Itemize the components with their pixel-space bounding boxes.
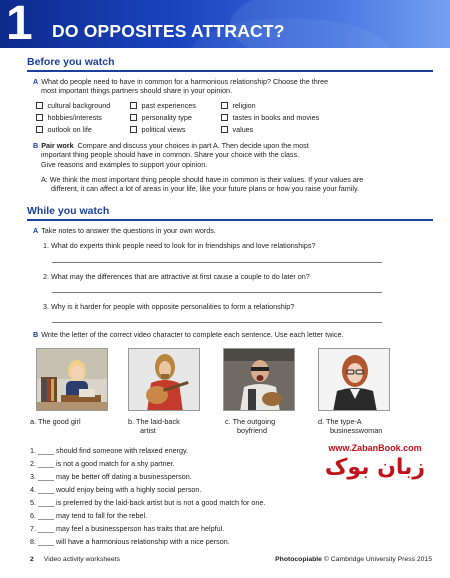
unit-header [0, 0, 450, 48]
option-checkbox[interactable]: hobbies/interests [36, 113, 102, 122]
exercise-before-b [33, 141, 428, 194]
instruction-text: What do people need to have in common for a harmonious relationship? Choose the three [41, 77, 329, 86]
watermark-url: www.ZabanBook.com [328, 443, 422, 453]
character-caption-a: a. The good girl [30, 417, 81, 426]
question-1: 1. What do experts think people need to look for in friendships and love relationships? [43, 241, 316, 250]
question-3: 3. Why is it harder for people with opposite personalities to form a relationship? [43, 302, 295, 311]
instruction-text: important thing people should have in common. Share your choice with the class. [41, 150, 300, 160]
unit-title: DO OPPOSITES ATTRACT? [52, 21, 285, 41]
exercise-letter: B [33, 141, 39, 150]
sentence-2: 2. ____ is not a good match for a shy partner. [30, 459, 175, 468]
instruction-text: Take notes to answer the questions in your own words. [41, 226, 216, 235]
answer-line[interactable] [52, 322, 382, 323]
section-rule [27, 219, 433, 221]
checkbox[interactable] [36, 126, 43, 133]
question-2: 2. What may the differences that are attractive at first cause a couple to do later on? [43, 272, 310, 281]
sentence-3: 3. ____ may be better off dating a businessperson. [30, 472, 192, 481]
photo-outgoing-boyfriend [223, 348, 295, 411]
option-checkbox[interactable]: cultural background [36, 101, 110, 110]
section-heading-before: Before you watch [27, 56, 115, 68]
character-caption-b: b. The laid-back artist [128, 417, 180, 436]
checkbox[interactable] [221, 126, 228, 133]
instruction-text: most important things partners should share in your opinion. [41, 86, 232, 96]
photo-laid-back-artist [128, 348, 200, 411]
option-checkbox[interactable]: religion [221, 101, 256, 110]
option-checkbox[interactable]: political views [130, 125, 185, 134]
instruction-text: Give reasons and examples to support your opinion. [41, 159, 208, 169]
exercise-letter: B [33, 330, 39, 339]
checkbox[interactable] [36, 114, 43, 121]
exercise-letter: A [33, 226, 39, 235]
checkbox[interactable] [221, 114, 228, 121]
character-caption-d: d. The type-A businesswoman [318, 417, 383, 436]
photo-good-girl [36, 348, 108, 411]
page-number: 2 [30, 556, 34, 563]
option-checkbox[interactable]: values [221, 125, 253, 134]
option-checkbox[interactable]: personality type [130, 113, 192, 122]
sentence-4: 4. ____ would enjoy being with a highly social person. [30, 485, 202, 494]
checkbox[interactable] [130, 114, 137, 121]
answer-line[interactable] [52, 262, 382, 263]
photo-type-a-businesswoman [318, 348, 390, 411]
section-rule [27, 70, 433, 72]
footer-left [30, 556, 120, 565]
sentence-8: 8. ____ will have a harmonious relationship with a nice person. [30, 537, 230, 546]
sentence-7: 7. ____ may feel a businessperson has traits that are helpful. [30, 524, 225, 533]
section-heading-while: While you watch [27, 205, 110, 217]
watermark-logo: زبان بوک [324, 454, 426, 480]
pair-work-label: Pair work [41, 141, 74, 150]
copyright-text: © Cambridge University Press 2015 [323, 556, 432, 563]
example-answer: A: We think the most important thing people should have in common is their values. If your values are [41, 175, 364, 185]
checkbox[interactable] [36, 102, 43, 109]
answer-line[interactable] [52, 292, 382, 293]
exercise-letter: A [33, 77, 39, 86]
exercise-while-a [33, 226, 428, 235]
exercise-while-b [33, 330, 428, 339]
unit-number: 1 [6, 0, 33, 48]
checkbox[interactable] [130, 126, 137, 133]
option-checkbox[interactable]: past experiences [130, 101, 196, 110]
option-checkbox[interactable]: tastes in books and movies [221, 113, 319, 122]
character-caption-c: c. The outgoing boyfriend [225, 417, 276, 436]
sentence-6: 6. ____ may tend to fall for the rebel. [30, 511, 148, 520]
footer-copyright [275, 556, 432, 565]
checkbox[interactable] [130, 102, 137, 109]
photocopiable-label: Photocopiable [275, 556, 322, 563]
checkbox[interactable] [221, 102, 228, 109]
sentence-5: 5. ____ is preferred by the laid-back artist but is not a good match for one. [30, 498, 266, 507]
footer-label: Video activity worksheets [43, 556, 120, 563]
instruction-text: Compare and discuss your choices in part A. Then decide upon the most [77, 141, 309, 150]
zabanbook-watermark [310, 443, 440, 495]
option-checkbox[interactable]: outlook on life [36, 125, 92, 134]
sentence-1: 1. ____ should find someone with relaxed energy. [30, 446, 189, 455]
example-answer: different, it can affect a lot of areas in your life, like your future plans or how you raise your family. [51, 184, 360, 194]
instruction-text: Write the letter of the correct video character to complete each sentence. Use each letter twice. [41, 330, 344, 339]
exercise-before-a [33, 77, 428, 96]
